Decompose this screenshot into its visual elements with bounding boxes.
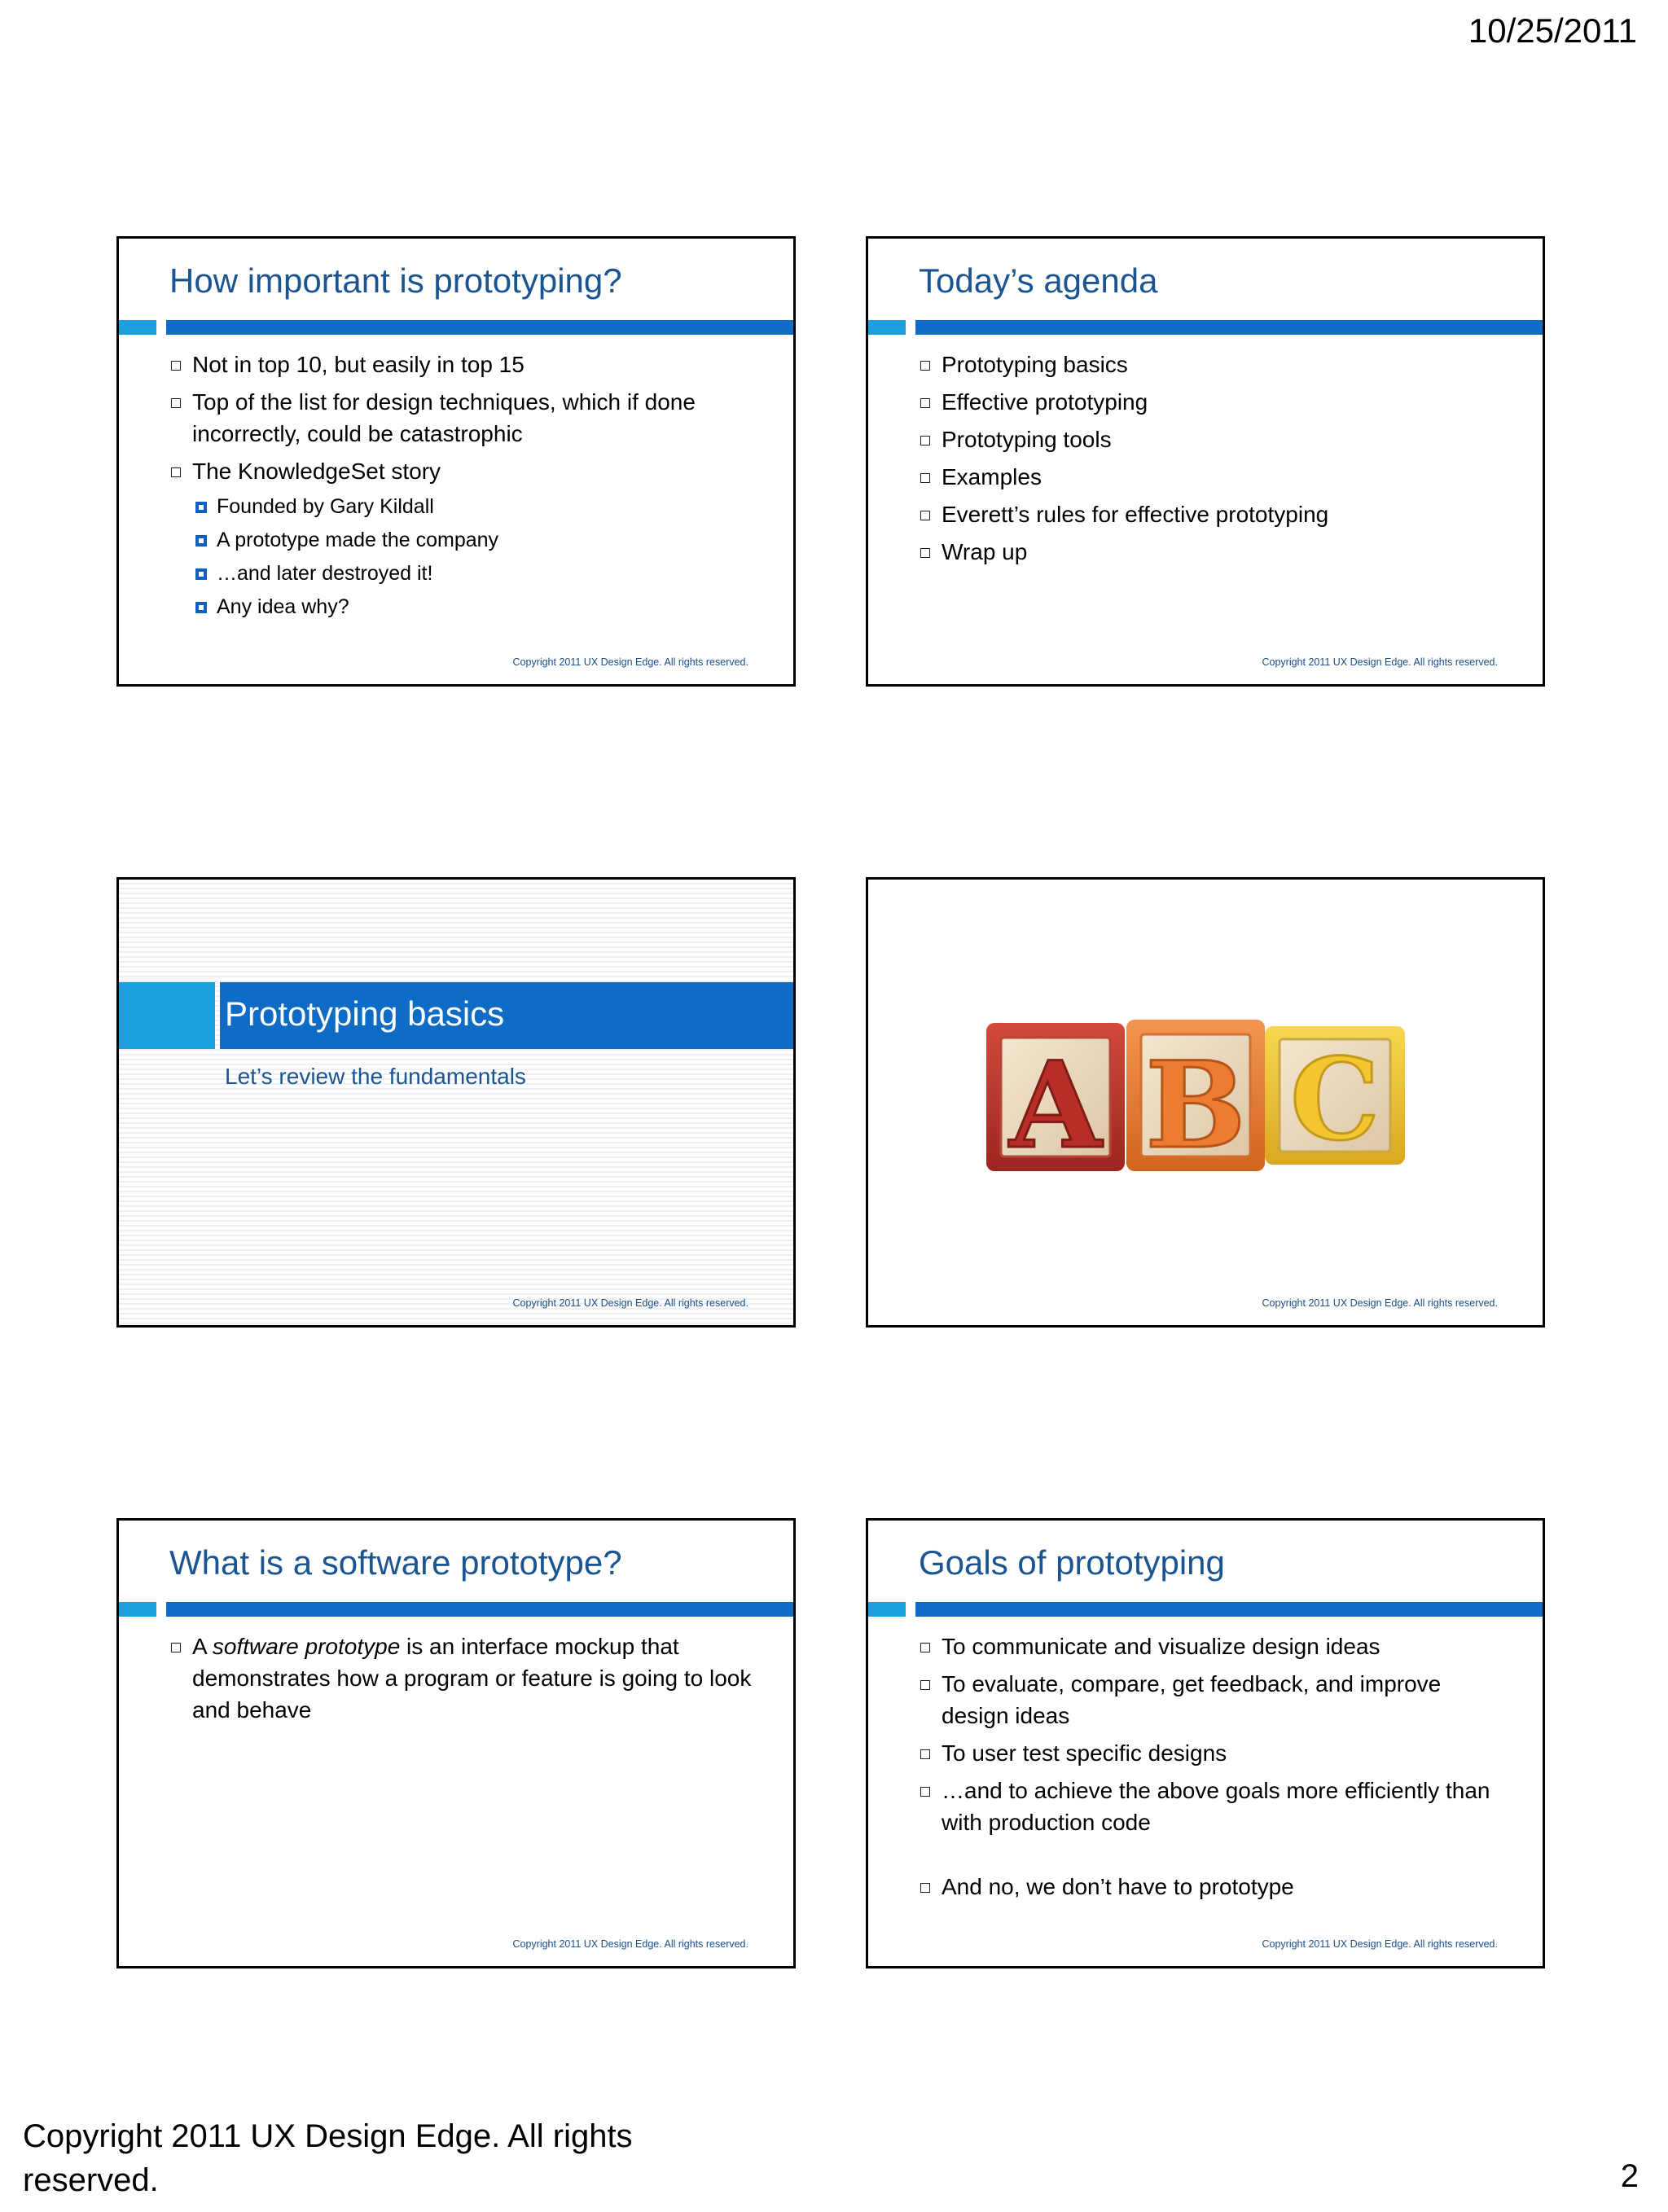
bullet-item: To evaluate, compare, get feedback, and improve design ideas (919, 1668, 1502, 1731)
block-letter-c: C (1290, 1033, 1380, 1165)
title-bar (868, 320, 1543, 335)
bullet-item: Everett’s rules for effective prototyping (919, 498, 1502, 530)
section-accent (119, 982, 215, 1049)
bullet-item: Effective prototyping (919, 386, 1502, 418)
block-letter-a: A (1009, 1036, 1102, 1175)
slide-copyright: Copyright 2011 UX Design Edge. All rights reserved. (1262, 1297, 1498, 1309)
slide-how-important (116, 236, 796, 687)
bullet-item: Prototyping basics (919, 349, 1502, 380)
bullet-item: …and to achieve the above goals more efficiently than with production code (919, 1775, 1502, 1838)
sub-bullet-item: Any idea why? (194, 593, 753, 621)
block-b (1126, 1020, 1265, 1175)
block-c (1265, 1026, 1405, 1165)
bullet-list (169, 349, 753, 626)
bullet-item (169, 1630, 753, 1726)
sub-bullet-item: Founded by Gary Kildall (194, 493, 753, 520)
slide-copyright: Copyright 2011 UX Design Edge. All rights reserved. (512, 1938, 748, 1950)
title-bar (868, 1602, 1543, 1617)
bullet-item: Prototyping tools (919, 424, 1502, 455)
bullet-list (169, 1630, 753, 1731)
sub-bullet-item: A prototype made the company (194, 526, 753, 554)
slide-software-prototype (116, 1518, 796, 1968)
section-subtitle: Let’s review the fundamentals (225, 1064, 526, 1089)
page-date: 10/25/2011 (1468, 11, 1637, 50)
page-footer-copyright: Copyright 2011 UX Design Edge. All rights reserved. (23, 2118, 633, 2198)
title-bar (119, 1602, 793, 1617)
bullet-item: The KnowledgeSet story (169, 455, 753, 487)
bullet-item: Examples (919, 461, 1502, 493)
bullet-text: A (192, 1634, 213, 1659)
slide-title: How important is prototyping? (169, 261, 622, 300)
bullet-list (919, 1630, 1502, 1908)
slide-title: Today’s agenda (919, 261, 1158, 300)
sub-bullet-item: …and later destroyed it! (194, 560, 753, 587)
slide-copyright: Copyright 2011 UX Design Edge. All rights reserved. (512, 656, 748, 668)
bullet-item: Wrap up (919, 536, 1502, 568)
slide-abc-image (866, 877, 1545, 1328)
section-title: Prototyping basics (225, 994, 505, 1033)
block-a (986, 1023, 1125, 1175)
page-number: 2 (1620, 2158, 1639, 2194)
slide-copyright: Copyright 2011 UX Design Edge. All rights reserved. (512, 1297, 748, 1309)
block-letter-b: B (1145, 1036, 1246, 1175)
slide-title: Goals of prototyping (919, 1543, 1225, 1582)
bullet-item: And no, we don’t have to prototype (919, 1871, 1502, 1903)
slide-agenda (866, 236, 1545, 687)
bullet-item: Top of the list for design techniques, which if done incorrectly, could be catastrophic (169, 386, 753, 450)
slide-title: What is a software prototype? (169, 1543, 622, 1582)
slide-section-basics (116, 877, 796, 1328)
bullet-text: is an interface mockup that demonstrates how a program or feature is going to look and behave (192, 1634, 752, 1723)
bullet-item: To user test specific designs (919, 1737, 1502, 1769)
slide-copyright: Copyright 2011 UX Design Edge. All rights reserved. (1262, 1938, 1498, 1950)
slide-copyright: Copyright 2011 UX Design Edge. All rights reserved. (1262, 656, 1498, 668)
bullet-item: Not in top 10, but easily in top 15 (169, 349, 753, 380)
title-bar (119, 320, 793, 335)
bullet-list (919, 349, 1502, 573)
slide-goals (866, 1518, 1545, 1968)
abc-blocks-image (986, 1018, 1410, 1177)
bullet-emphasis: software prototype (212, 1634, 401, 1659)
bullet-item: To communicate and visualize design ideas (919, 1630, 1502, 1662)
